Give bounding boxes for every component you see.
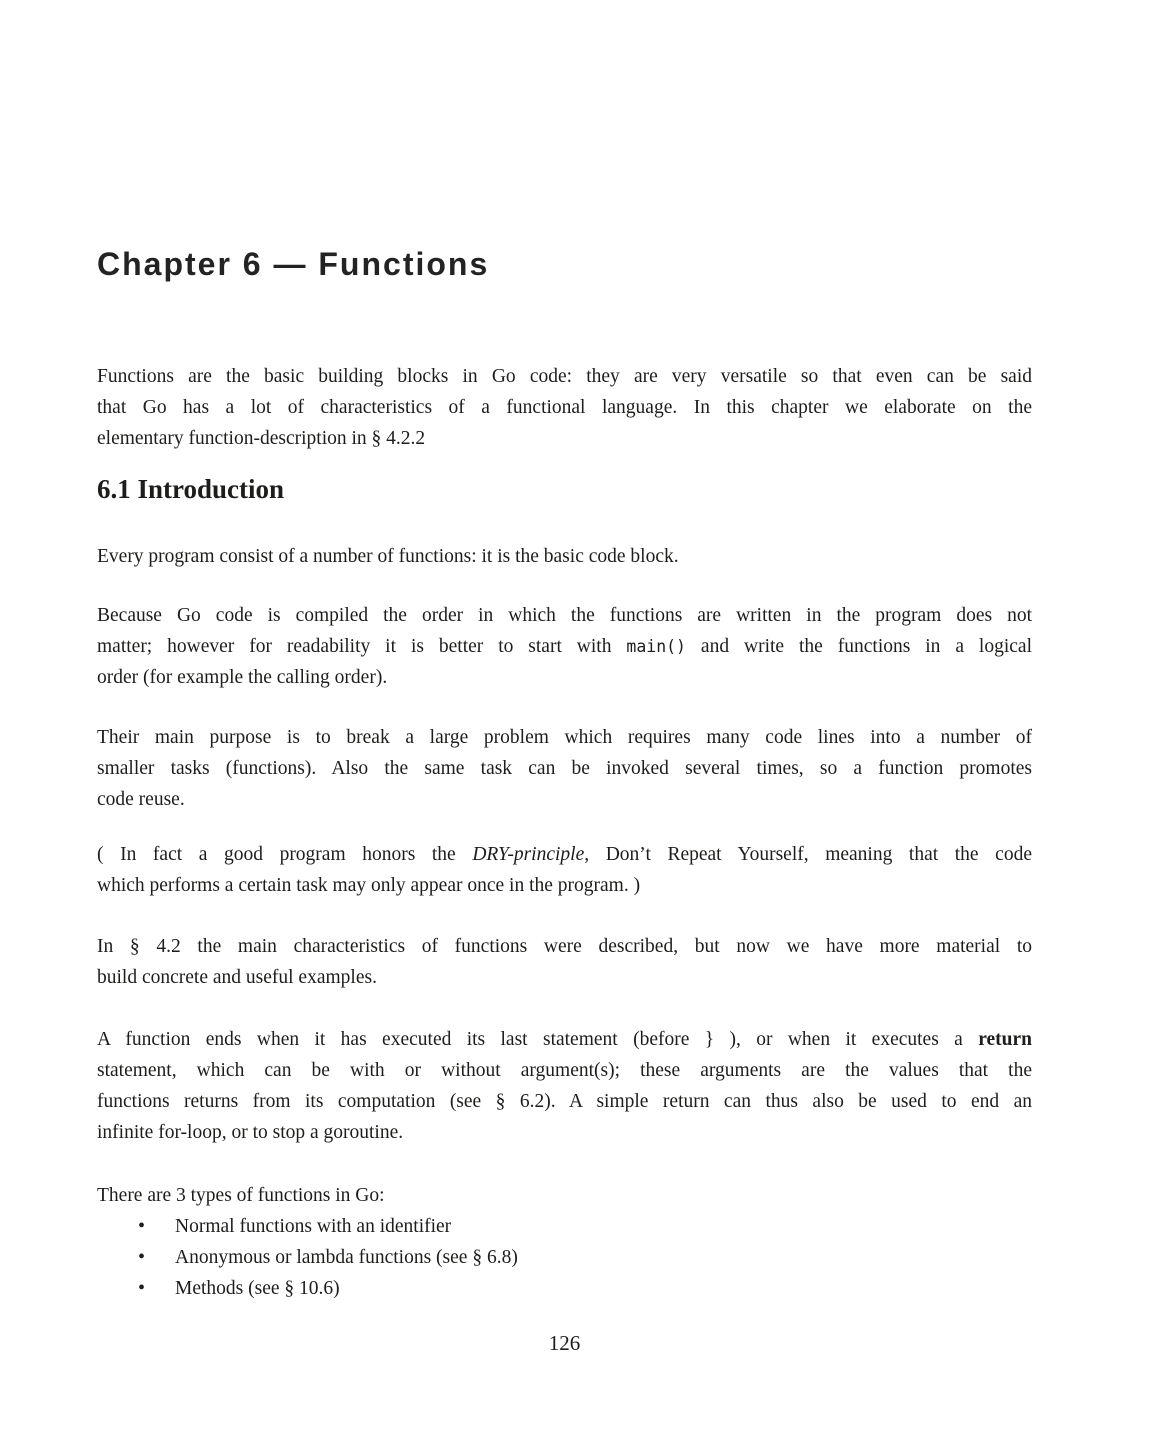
text-segment: ( In fact a good program honors the: [97, 844, 473, 865]
list-item: [97, 1242, 1032, 1273]
text-line: Functions are the basic building blocks in Go code: they are very versatile so that even can be said: [97, 366, 1032, 387]
paragraph-material: [97, 931, 1032, 993]
text-line: infinite for-loop, or to stop a goroutine.: [97, 1122, 404, 1143]
code-main: main(): [626, 637, 686, 656]
text-line: Their main purpose is to break a large problem which requires many code lines into a number of: [97, 727, 1032, 748]
section-heading: 6.1 Introduction: [97, 474, 285, 504]
text-line: elementary function-description in § 4.2.2: [97, 428, 426, 449]
text-line: build concrete and useful examples.: [97, 967, 377, 988]
text-line: which performs a certain task may only appear once in the program. ): [97, 875, 641, 896]
text-line: code reuse.: [97, 789, 185, 810]
paragraph-every-program: [97, 541, 1032, 572]
list-item-label: Normal functions with an identifier: [175, 1216, 452, 1237]
return-keyword: return: [978, 1029, 1032, 1050]
text-line: order (for example the calling order).: [97, 667, 388, 688]
paragraph-dry: [97, 839, 1032, 901]
list-item: [97, 1211, 1032, 1242]
dry-principle-term: DRY-principle: [472, 844, 585, 865]
bullet-icon: •: [138, 1277, 146, 1299]
text-segment: and write the functions in a logical: [686, 636, 1032, 657]
list-item: [97, 1273, 1032, 1304]
text-line: [97, 1024, 1032, 1055]
text-line: [97, 839, 1032, 870]
text-column: [97, 0, 1032, 1359]
paragraph-purpose: [97, 722, 1032, 815]
text-line: Every program consist of a number of functions: it is the basic code block.: [97, 546, 679, 567]
text-line: In § 4.2 the main characteristics of functions were described, but now we have more material to: [97, 936, 1032, 957]
paragraph-function-end: [97, 1024, 1032, 1148]
bullet-icon: •: [138, 1215, 146, 1237]
chapter-title: Chapter 6 — Functions: [97, 246, 490, 282]
text-line: [97, 631, 1032, 662]
text-line: statement, which can be with or without argument(s); these arguments are the values that the: [97, 1060, 1032, 1081]
paragraph-types-intro: [97, 1180, 1032, 1211]
text-line: There are 3 types of functions in Go:: [97, 1185, 385, 1206]
text-segment: , Don’t Repeat Yourself, meaning that the code: [584, 844, 1032, 865]
function-types-list: [97, 1211, 1032, 1304]
list-item-label: Methods (see § 10.6): [175, 1278, 340, 1299]
bullet-icon: •: [138, 1246, 146, 1268]
text-line: Because Go code is compiled the order in which the functions are written in the program does not: [97, 605, 1032, 626]
page-number: 126: [548, 1331, 581, 1355]
text-segment: matter; however for readability it is better to start with: [97, 636, 627, 657]
list-item-label: Anonymous or lambda functions (see § 6.8): [175, 1247, 518, 1268]
text-line: that Go has a lot of characteristics of a functional language. In this chapter we elaborate on the: [97, 397, 1032, 418]
text-segment: A function ends when it has executed its last statement (before } ), or when it executes a: [97, 1029, 979, 1050]
text-line: functions returns from its computation (see § 6.2). A simple return can thus also be used to end an: [97, 1091, 1032, 1112]
paragraph-because: [97, 600, 1032, 693]
intro-paragraph: [97, 361, 1032, 454]
text-line: smaller tasks (functions). Also the same task can be invoked several times, so a function promotes: [97, 758, 1032, 779]
